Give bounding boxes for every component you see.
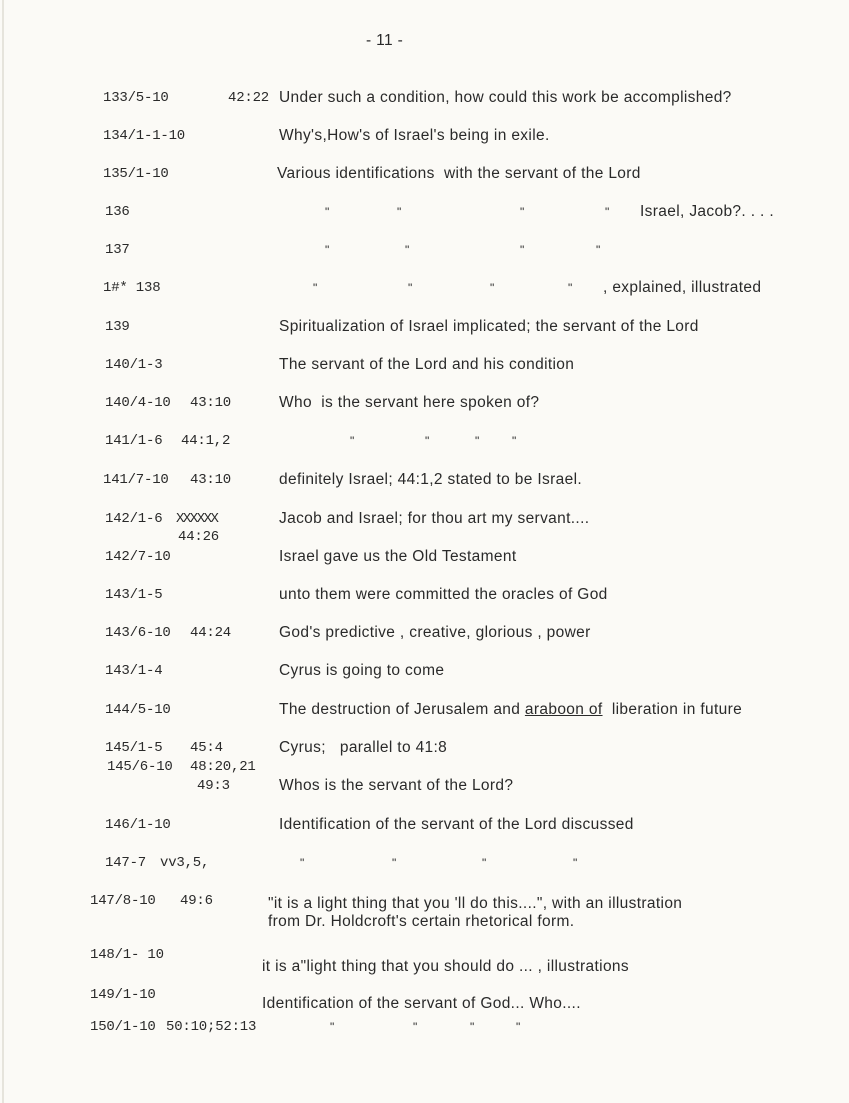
ref: 139	[105, 319, 130, 335]
ditto-mark: "	[512, 434, 517, 448]
scan-edge	[2, 0, 4, 1103]
entry-text-part: liberation in future	[602, 701, 743, 718]
ditto-mark: "	[520, 205, 525, 219]
entry-text: , explained, illustrated	[603, 279, 762, 296]
ditto-mark: "	[325, 205, 330, 219]
ditto-mark: "	[516, 1020, 521, 1034]
page-number: - 11 -	[366, 32, 404, 49]
entry-text: Israel gave us the Old Testament	[279, 548, 517, 565]
verse: 44:24	[190, 625, 232, 641]
ref: 141/1-6	[105, 433, 163, 449]
ditto-mark: "	[568, 281, 573, 295]
ref: 150/1-10	[90, 1019, 156, 1035]
entry-text: Identification of the servant of the Lord discussed	[279, 816, 634, 833]
verse: 42:22	[228, 90, 270, 106]
ref: 149/1-10	[90, 987, 156, 1003]
ditto-mark: "	[470, 1020, 475, 1034]
entry-text: Under such a condition, how could this work be accomplished?	[279, 89, 732, 106]
ref: 137	[105, 242, 130, 258]
entry-text: from Dr. Holdcroft's certain rhetorical form.	[268, 913, 575, 930]
ref: 134/1-1-10	[103, 128, 186, 144]
verse: 43:10	[190, 472, 232, 488]
underlined-text: araboon of	[524, 701, 603, 718]
entry-text: Identification of the servant of God... Who....	[262, 995, 581, 1012]
verse: 43:10	[190, 395, 232, 411]
entry-text	[279, 701, 742, 719]
entry-text: Cyrus; parallel to 41:8	[279, 739, 448, 756]
ref: 142/7-10	[105, 549, 171, 565]
ref: 146/1-10	[105, 817, 171, 833]
ref: 144/5-10	[105, 702, 171, 718]
ref: 143/6-10	[105, 625, 171, 641]
verse: 44:26	[178, 529, 220, 545]
ditto-mark: "	[605, 205, 610, 219]
ref: 136	[105, 204, 130, 220]
entry-text: The servant of the Lord and his condition	[279, 356, 575, 373]
ref: 145/1-5	[105, 740, 163, 756]
ditto-mark: "	[490, 281, 495, 295]
ditto-mark: "	[596, 243, 601, 257]
entry-text: Jacob and Israel; for thou art my servant....	[279, 510, 590, 527]
entry-text: Why's,How's of Israel's being in exile.	[279, 127, 550, 144]
ditto-mark: "	[520, 243, 525, 257]
entry-text: God's predictive , creative, glorious , power	[279, 624, 591, 641]
verse: 48:20,21	[190, 759, 256, 775]
ref: 143/1-5	[105, 587, 163, 603]
ditto-mark: "	[350, 434, 355, 448]
verse: 44:1,2	[181, 433, 231, 449]
entry-text: unto them were committed the oracles of God	[279, 586, 608, 603]
verse: vv3,5,	[160, 855, 210, 871]
ditto-mark: "	[330, 1020, 335, 1034]
ref: 140/1-3	[105, 357, 163, 373]
entry-text: Whos is the servant of the Lord?	[279, 777, 514, 794]
ref: 147/8-10	[90, 893, 156, 909]
ref: 147-7	[105, 855, 147, 871]
verse: 49:6	[180, 893, 213, 909]
ditto-mark: "	[408, 281, 413, 295]
ditto-mark: "	[397, 205, 402, 219]
entry-text-part: The destruction of Jerusalem and	[279, 701, 525, 718]
ditto-mark: "	[425, 434, 430, 448]
entry-text: Cyrus is going to come	[279, 662, 445, 679]
ditto-mark: "	[313, 281, 318, 295]
verse: 50:10;52:13	[166, 1019, 257, 1035]
ref: 140/4-10	[105, 395, 171, 411]
ref: 1#* 138	[103, 280, 161, 296]
ref: 141/7-10	[103, 472, 169, 488]
ditto-mark: "	[405, 243, 410, 257]
ref: 145/6-10	[107, 759, 173, 775]
struck-verse: XXXXXX	[176, 511, 218, 527]
ditto-mark: "	[413, 1020, 418, 1034]
entry-text: "it is a light thing that you 'll do this....", with an illustration	[268, 895, 683, 912]
entry-text: definitely Israel; 44:1,2 stated to be Israel.	[279, 471, 583, 488]
ditto-mark: "	[325, 243, 330, 257]
entry-text: Various identifications with the servant of the Lord	[277, 165, 641, 182]
ref: 142/1-6	[105, 511, 163, 527]
entry-text: it is a"light thing that you should do ... , illustrations	[262, 958, 629, 975]
verse: 45:4	[190, 740, 223, 756]
ditto-mark: "	[300, 856, 305, 870]
ref: 148/1- 10	[90, 947, 164, 963]
ditto-mark: "	[392, 856, 397, 870]
ref: 135/1-10	[103, 166, 169, 182]
ditto-mark: "	[573, 856, 578, 870]
entry-text: Who is the servant here spoken of?	[279, 394, 540, 411]
entry-text: Israel, Jacob?. . . .	[640, 203, 774, 220]
verse: 49:3	[197, 778, 230, 794]
ref: 143/1-4	[105, 663, 163, 679]
entry-text: Spiritualization of Israel implicated; the servant of the Lord	[279, 318, 699, 335]
ditto-mark: "	[475, 434, 480, 448]
ref: 133/5-10	[103, 90, 169, 106]
ditto-mark: "	[482, 856, 487, 870]
